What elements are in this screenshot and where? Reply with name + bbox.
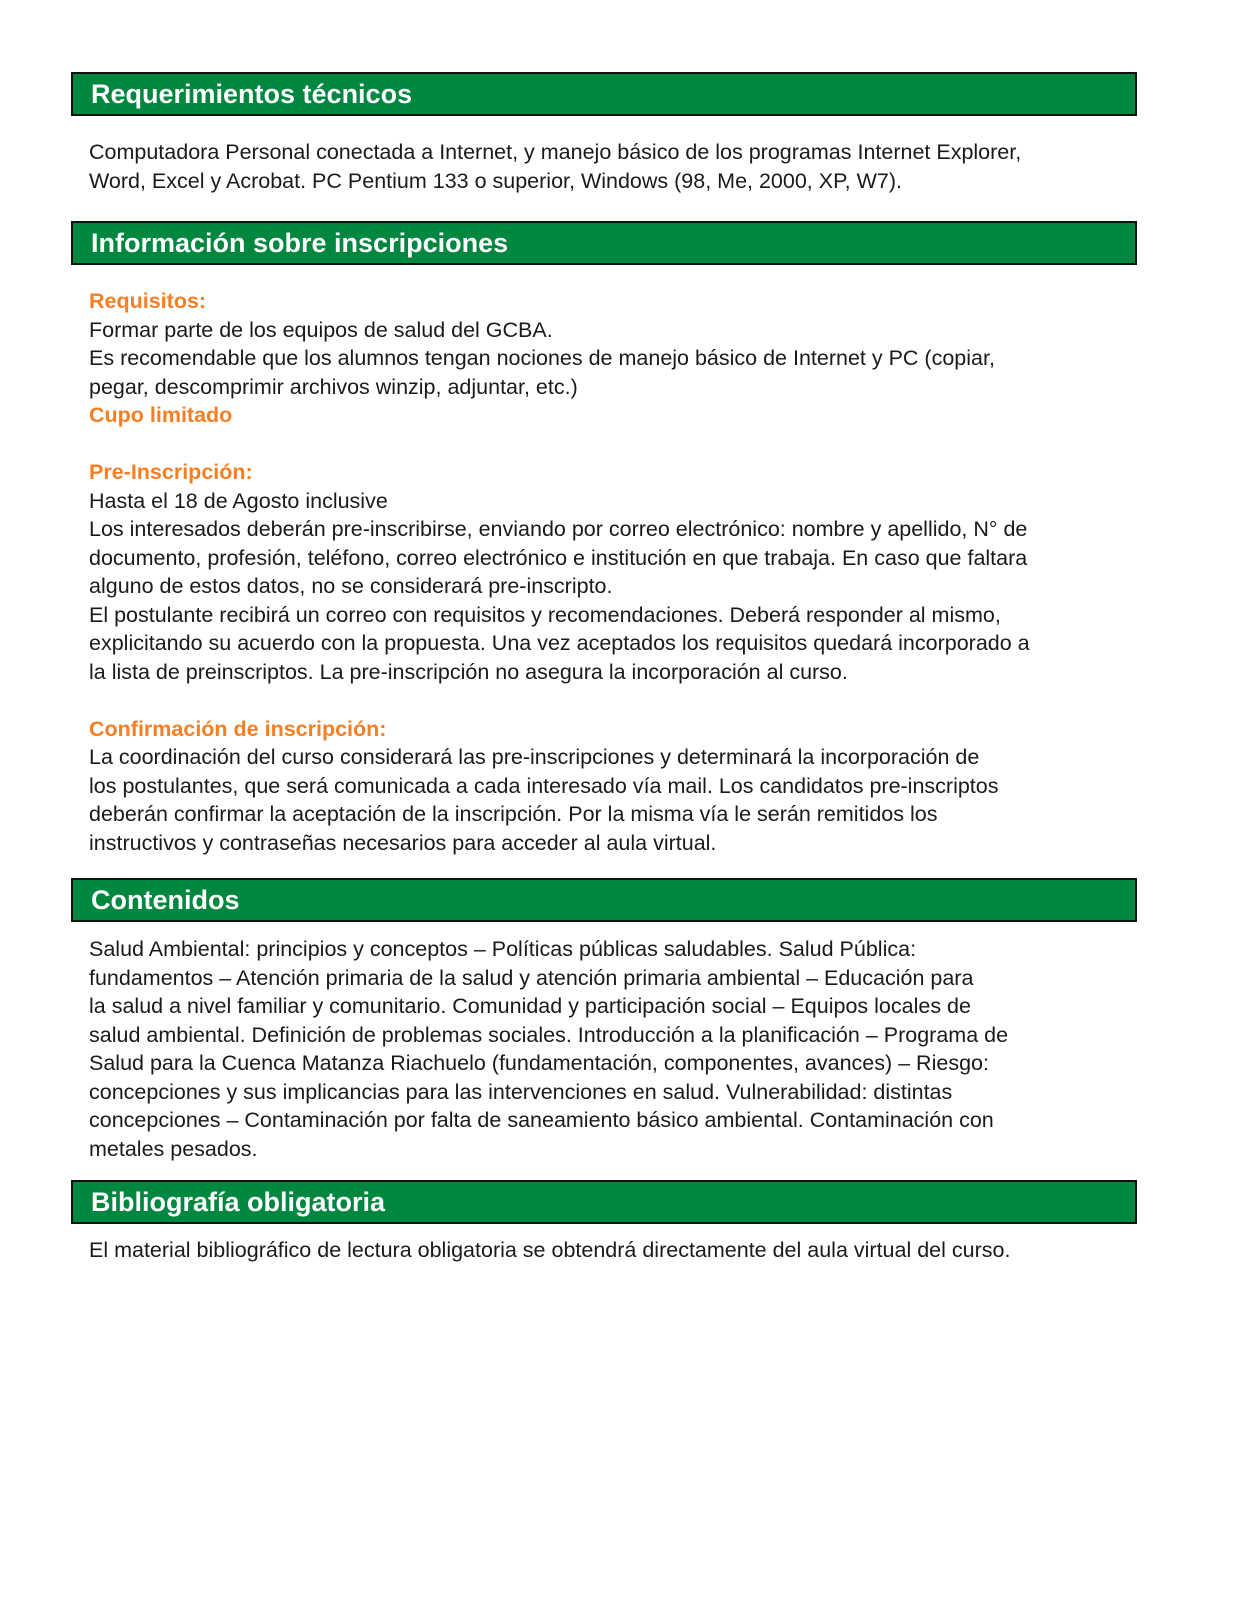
text-line: salud ambiental. Definición de problemas sociales. Introducción a la planificación – Programa de	[89, 1022, 1009, 1047]
section-header-requerimientos: Requerimientos técnicos	[71, 72, 1137, 116]
text-line: Formar parte de los equipos de salud del GCBA.	[89, 317, 553, 342]
inscripciones-text	[89, 287, 1149, 857]
spacer	[89, 430, 1149, 459]
text-line: deberán confirmar la aceptación de la inscripción. Por la misma vía le serán remitidos los	[89, 802, 938, 826]
text-line: alguno de estos datos, no se considerará pre-inscripto.	[89, 574, 613, 598]
text-line: La coordinación del curso considerará las pre-inscripciones y determinará la incorporación de	[89, 745, 980, 769]
text-line: metales pesados.	[89, 1136, 258, 1161]
text-line: concepciones – Contaminación por falta de saneamiento básico ambiental. Contaminación con	[89, 1108, 994, 1132]
section-header-contenidos: Contenidos	[71, 878, 1137, 922]
section-header-bibliografia: Bibliografía obligatoria	[71, 1180, 1137, 1224]
text-line: Salud para la Cuenca Matanza Riachuelo (fundamentación, componentes, avances) – Riesgo:	[89, 1051, 989, 1075]
text-line: El material bibliográfico de lectura obligatoria se obtendrá directamente del aula virtual del curso.	[89, 1238, 1011, 1262]
bibliografia-text	[89, 1236, 1149, 1265]
section-header-inscripciones: Información sobre inscripciones	[71, 221, 1137, 265]
cupo-limitado-label: Cupo limitado	[89, 403, 233, 427]
text-line: fundamentos – Atención primaria de la salud y atención primaria ambiental – Educación para	[89, 965, 974, 990]
text-line: la lista de preinscriptos. La pre-inscripción no asegura la incorporación al curso.	[89, 659, 848, 684]
tecnicos-text	[89, 138, 1149, 195]
confirmacion-label: Confirmación de inscripción:	[89, 716, 387, 741]
text-line: concepciones y sus implicancias para las intervenciones en salud. Vulnerabilidad: distintas	[89, 1079, 953, 1104]
text-line: Hasta el 18 de Agosto inclusive	[89, 488, 388, 513]
text-line: El postulante recibirá un correo con requisitos y recomendaciones. Deberá responder al mismo,	[89, 602, 1001, 627]
text-line: Word, Excel y Acrobat. PC Pentium 133 o superior, Windows (98, Me, 2000, XP, W7).	[89, 168, 902, 193]
text-line: Salud Ambiental: principios y conceptos – Políticas públicas saludables. Salud Pública:	[89, 937, 917, 961]
text-line: instructivos y contraseñas necesarios para acceder al aula virtual.	[89, 830, 717, 855]
text-line: Computadora Personal conectada a Internet, y manejo básico de los programas Internet Explorer,	[89, 140, 1022, 164]
text-line: pegar, descomprimir archivos winzip, adjuntar, etc.)	[89, 374, 578, 399]
requisitos-label: Requisitos:	[89, 289, 207, 313]
text-line: Es recomendable que los alumnos tengan nociones de manejo básico de Internet y PC (copiar,	[89, 346, 995, 370]
text-line: los postulantes, que será comunicada a cada interesado vía mail. Los candidatos pre-inscriptos	[89, 773, 999, 798]
spacer	[89, 686, 1149, 715]
text-line: documento, profesión, teléfono, correo electrónico e institución en que trabaja. En caso que faltara	[89, 545, 1028, 570]
contenidos-text	[89, 935, 1149, 1163]
text-line: explicitando su acuerdo con la propuesta. Una vez aceptados los requisitos quedará incorporado a	[89, 631, 1030, 655]
preinscripcion-label: Pre-Inscripción:	[89, 460, 253, 484]
text-line: Los interesados deberán pre-inscribirse, enviando por correo electrónico: nombre y apellido, N° de	[89, 517, 1028, 541]
text-line: la salud a nivel familiar y comunitario. Comunidad y participación social – Equipos locales de	[89, 994, 971, 1018]
